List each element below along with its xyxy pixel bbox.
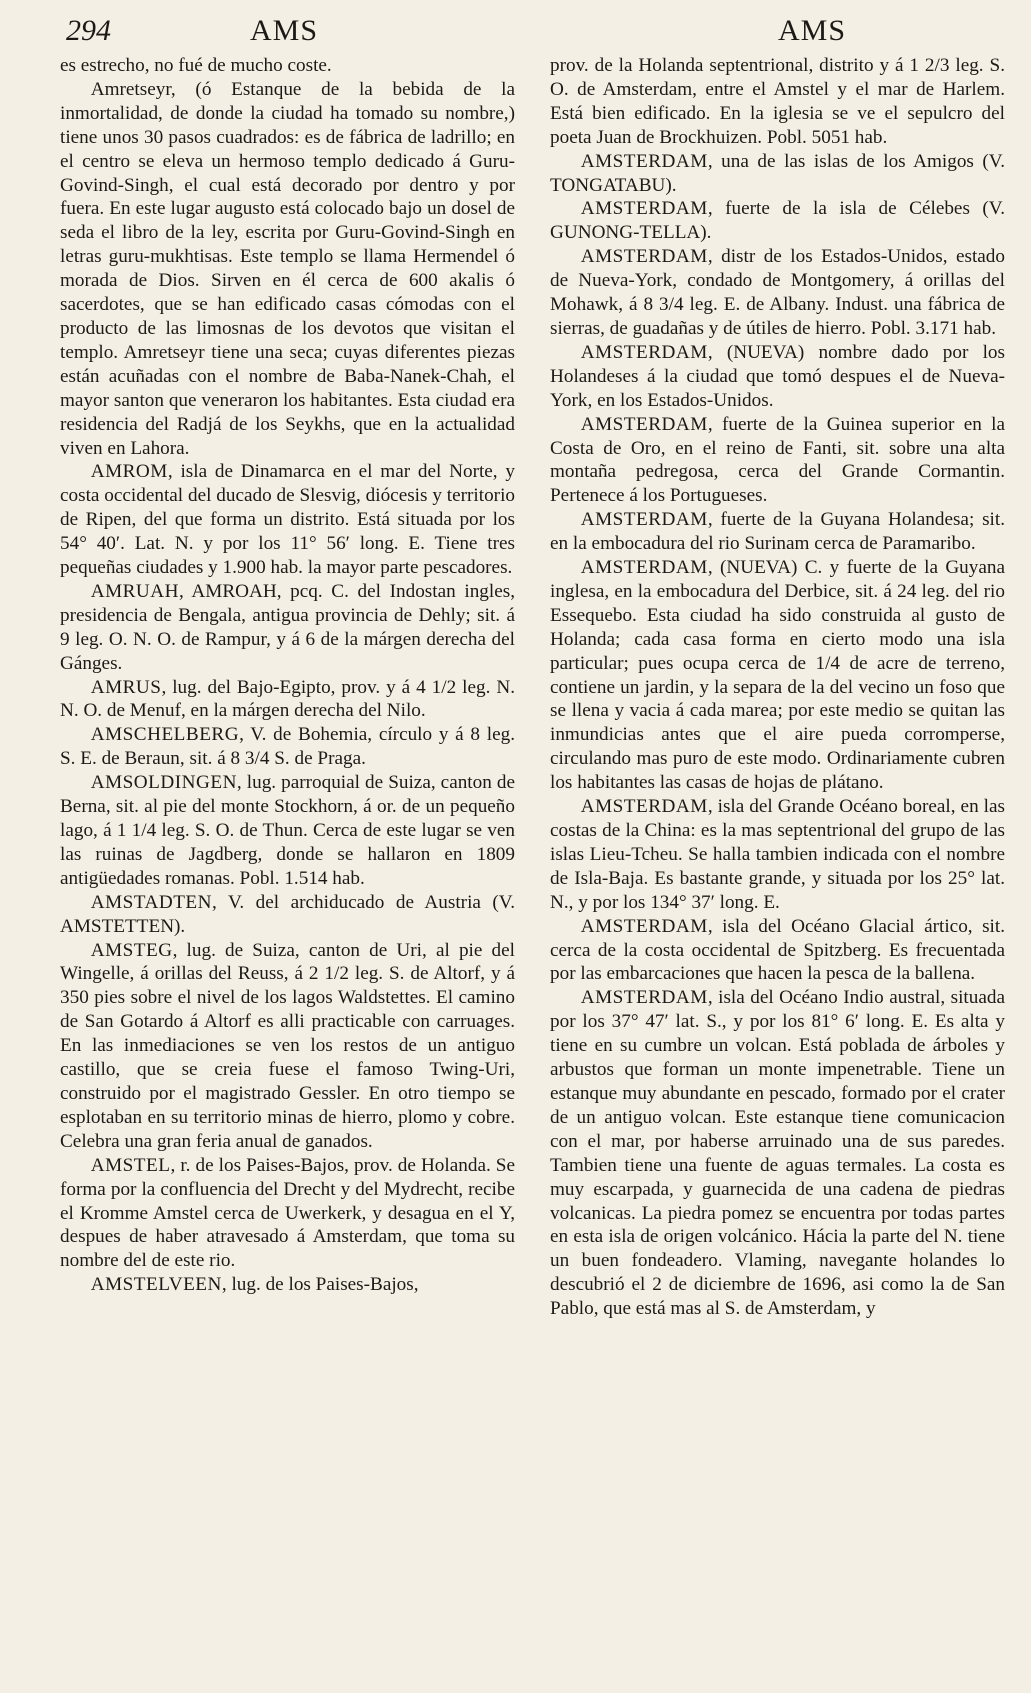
entry-text: prov. de la Holanda septentrional, distrito y á 1 2/3 leg. S. O. de Amsterdam, entre el Amstel y el mar de Harlem. Está bien edificado. En la iglesia se ve el sepulcro del poeta Juan de Brockhuizen. Pobl. 5051 hab. — [550, 55, 1005, 148]
entry-text: , fuerte de la Guinea superior en la Costa de Oro, en el reino de Fanti, sit. sobre una alta montaña pedregosa, cerca del Grande Cormantin. Pertenece á los Portugueses. — [550, 413, 1005, 507]
entry-headword: AMSTERDAM — [580, 341, 708, 363]
running-head-left: AMS — [250, 14, 319, 47]
entry-headword: AMSCHELBERG — [90, 724, 240, 746]
dictionary-entry — [60, 54, 515, 78]
entry-text: , fuerte de la Guyana Holandesa; sit. en la embocadura del rio Surinam cerca de Paramaribo. — [550, 509, 1005, 555]
entry-headword: AMSTERDAM — [580, 557, 708, 579]
entry-headword: AMSOLDINGEN — [90, 772, 237, 794]
entry-text: , isla del Océano Indio austral, situada por los 37° 47′ lat. S., y por los 81° 6′ long. E. Es alta y tiene en su cumbre un volcan. Está poblada de árboles y arbustos que forman un monte impenetrable. Tiene un estanque muy abundante en pescado, formado por el crater de un antiguo volcan. Este estanque tiene comunicacion con el mar, por haberse arruinado una de sus paredes. Tambien tiene una fuente de aguas termales. La costa es muy escarpada, y guarnecida de una cadena de piedras volcanicas. La piedra pomez se encuentra por todas partes en esta isla de origen volcánico. Hácia la parte del N. tiene un buen fondeadero. Vlaming, navegante holandes lo descubrió el 2 de diciembre de 1696, asi como la de San Pablo, que está mas al S. de Amsterdam, y — [550, 987, 1005, 1320]
dictionary-entry — [550, 54, 1005, 150]
entry-headword: AMSTERDAM — [580, 198, 708, 220]
dictionary-entry — [550, 795, 1005, 915]
dictionary-entry — [550, 556, 1005, 795]
entry-text: , isla de Dinamarca en el mar del Norte, y costa occidental del ducado de Slesvig, diócesis y territorio de Ripen, del que forma un distrito. Está situada por los 54° 40′. Lat. N. y por los 11° 56′ long. E. Tiene tres pequeñas ciudades y 1.900 hab. la mayor parte pescadores. — [60, 461, 515, 579]
dictionary-entry — [60, 771, 515, 891]
dictionary-entry — [60, 460, 515, 580]
entry-text: , distr de los Estados-Unidos, estado de Nueva-York, condado de Montgomery, á orillas del Mohawk, á 8 3/4 leg. E. de Albany. Indust. una fábrica de sierras, de guadañas y de útiles de hierro. Pobl. 3.171 hab. — [550, 246, 1005, 339]
entry-text: , (NUEVA) nombre dado por los Holandeses á la ciudad que tomó despues el de Nueva-York, en los Estados-Unidos. — [550, 341, 1005, 411]
entry-text: , isla del Océano Glacial ártico, sit. cerca de la costa occidental de Spitzberg. Es frecuentada por las embarcaciones que hacen la pesca de la ballena. — [550, 915, 1005, 985]
dictionary-entry — [60, 580, 515, 676]
entry-text: , lug. de Suiza, canton de Uri, al pie del Wingelle, á orillas del Reuss, á 2 1/2 leg. S. de Altorf, y á 350 pies sobre el nivel de los lagos Waldstettes. El camino de San Gotardo á Altorf es alli practicable con carruages. En las inmediaciones se ven los restos de un antiguo castillo, que se creia fuese el famoso Twing-Uri, construido por el magistrado Gessler. En otro tiempo se esplotaban en su territorio minas de hierro, plomo y cobre. Celebra una gran feria anual de ganados. — [60, 939, 515, 1152]
entry-text: , lug. parroquial de Suiza, canton de Berna, sit. al pie del monte Stockhorn, á or. de un pequeño lago, á 1 1/4 leg. S. O. de Thun. Cerca de este lugar se ven las ruinas de Jagdberg, donde se hallaron en 1809 antigüedades romanas. Pobl. 1.514 hab. — [60, 772, 515, 889]
entry-headword: AMRUS — [90, 676, 162, 698]
entry-text: , una de las islas de los Amigos (V. TONGATABU). — [550, 150, 1005, 196]
dictionary-entry — [60, 1273, 515, 1297]
entry-headword: AMSTEG — [90, 939, 173, 961]
running-head-right: AMS — [778, 14, 847, 47]
entry-headword: AMSTERDAM — [580, 413, 708, 435]
entry-text: , V. de Bohemia, círculo y á 8 leg. S. E. de Beraun, sit. á 8 3/4 S. de Praga. — [60, 724, 515, 770]
page-number: 294 — [66, 14, 111, 47]
left-column — [60, 54, 515, 1297]
entry-headword: AMSTERDAM — [580, 987, 708, 1009]
entry-text: es estrecho, no fué de mucho coste. — [60, 55, 332, 76]
dictionary-entry — [60, 78, 515, 461]
entry-text: , V. del archiducado de Austria (V. AMSTETTEN). — [60, 891, 515, 937]
right-column — [550, 54, 1005, 1321]
dictionary-entry — [60, 676, 515, 724]
entry-text: Amretseyr, (ó Estanque de la bebida de la inmortalidad, de donde la ciudad ha tomado su nombre,) tiene unos 30 pasos cuadrados: es de fábrica de ladrillo; en el centro se eleva un hermoso templo dedicado á Guru-Govind-Singh, el cual está decorado por dentro y por fuera. En este lugar augusto está colocado bajo un dosel de seda el libro de la ley, escrita por Guru-Govind-Singh en letras guru-mukhtisas. Este templo se llama Hermendel ó morada de Dios. Sirven en él cerca de 600 akalis ó sacerdotes, que se han edificado casas cómodas con el producto de las limosnas de los devotos que visitan el templo. Amretseyr tiene una seca; cuyas diferentes piezas están acuñadas con el nombre de Baba-Nanek-Chah, el mayor santon que veneraron los habitantes. Esta ciudad era residencia del Radjá de los Seykhs, que en la actualidad viven en Lahora. — [60, 78, 515, 459]
entry-headword: AMROM — [90, 461, 168, 483]
entry-headword: AMSTEL — [90, 1154, 171, 1176]
entry-text: , r. de los Paises-Bajos, prov. de Holanda. Se forma por la confluencia del Drecht y del Mydrecht, recibe el Kromme Amstel cerca de Uwerkerk, y desagua en el Y, despues de haber atravesado á Amsterdam, que toma su nombre del de este rio. — [60, 1154, 515, 1272]
entry-headword: AMSTERDAM — [580, 796, 708, 818]
dictionary-entry — [60, 723, 515, 771]
dictionary-entry — [60, 891, 515, 939]
entry-text: , isla del Grande Océano boreal, en las costas de la China: es la mas septentrional del grupo de las islas Lieu-Tcheu. Se halla tambien indicada con el nombre de Isla-Baja. Es bastante grande, y situada por los 25° lat. N., y por los 134° 37′ long. E. — [550, 796, 1005, 913]
entry-text: , (NUEVA) C. y fuerte de la Guyana inglesa, en la embocadura del Derbice, sit. á 24 leg. del rio Essequebo. Esta ciudad ha sido construida al gusto de Holanda; cada casa forma en cierto modo una isla particular; pues ocupa cerca de 1/4 de acre de terreno, contiene un jardin, y la separa de la del vecino un foso que se llena y vacia á cada marea; por este medio se quitan las inmundicias antes que el aire pueda corromperse, circulando mas puro de este modo. Ordinariamente cubren los habitantes las casas de hojas de plátano. — [550, 557, 1005, 794]
entry-text: , lug. de los Paises-Bajos, — [221, 1274, 419, 1296]
dictionary-entry — [550, 341, 1005, 413]
dictionary-entry — [550, 197, 1005, 245]
entry-headword: AMSTADTEN — [90, 891, 213, 913]
dictionary-entry — [550, 986, 1005, 1321]
entry-text: , lug. del Bajo-Egipto, prov. y á 4 1/2 leg. N. N. O. de Menuf, en la márgen derecha del Nilo. — [60, 676, 515, 722]
entry-headword: AMRUAH — [90, 580, 180, 602]
dictionary-entry — [550, 413, 1005, 509]
dictionary-entry — [550, 245, 1005, 341]
dictionary-entry — [60, 939, 515, 1154]
entry-headword: AMSTELVEEN — [90, 1274, 222, 1296]
entry-headword: AMSTERDAM — [580, 246, 708, 268]
dictionary-entry — [60, 1154, 515, 1274]
entry-headword: AMSTERDAM — [580, 150, 708, 172]
dictionary-entry — [550, 915, 1005, 987]
dictionary-entry — [550, 150, 1005, 198]
dictionary-entry — [550, 508, 1005, 556]
entry-headword: AMSTERDAM — [580, 509, 708, 531]
entry-headword: AMSTERDAM — [580, 915, 708, 937]
entry-text: , fuerte de la isla de Célebes (V. GUNONG-TELLA). — [550, 198, 1005, 244]
entry-text: , AMROAH, pcq. C. del Indostan ingles, presidencia de Bengala, antigua provincia de Dehly; sit. á 9 leg. O. N. O. de Rampur, y á 6 de la márgen derecha del Gánges. — [60, 580, 515, 674]
